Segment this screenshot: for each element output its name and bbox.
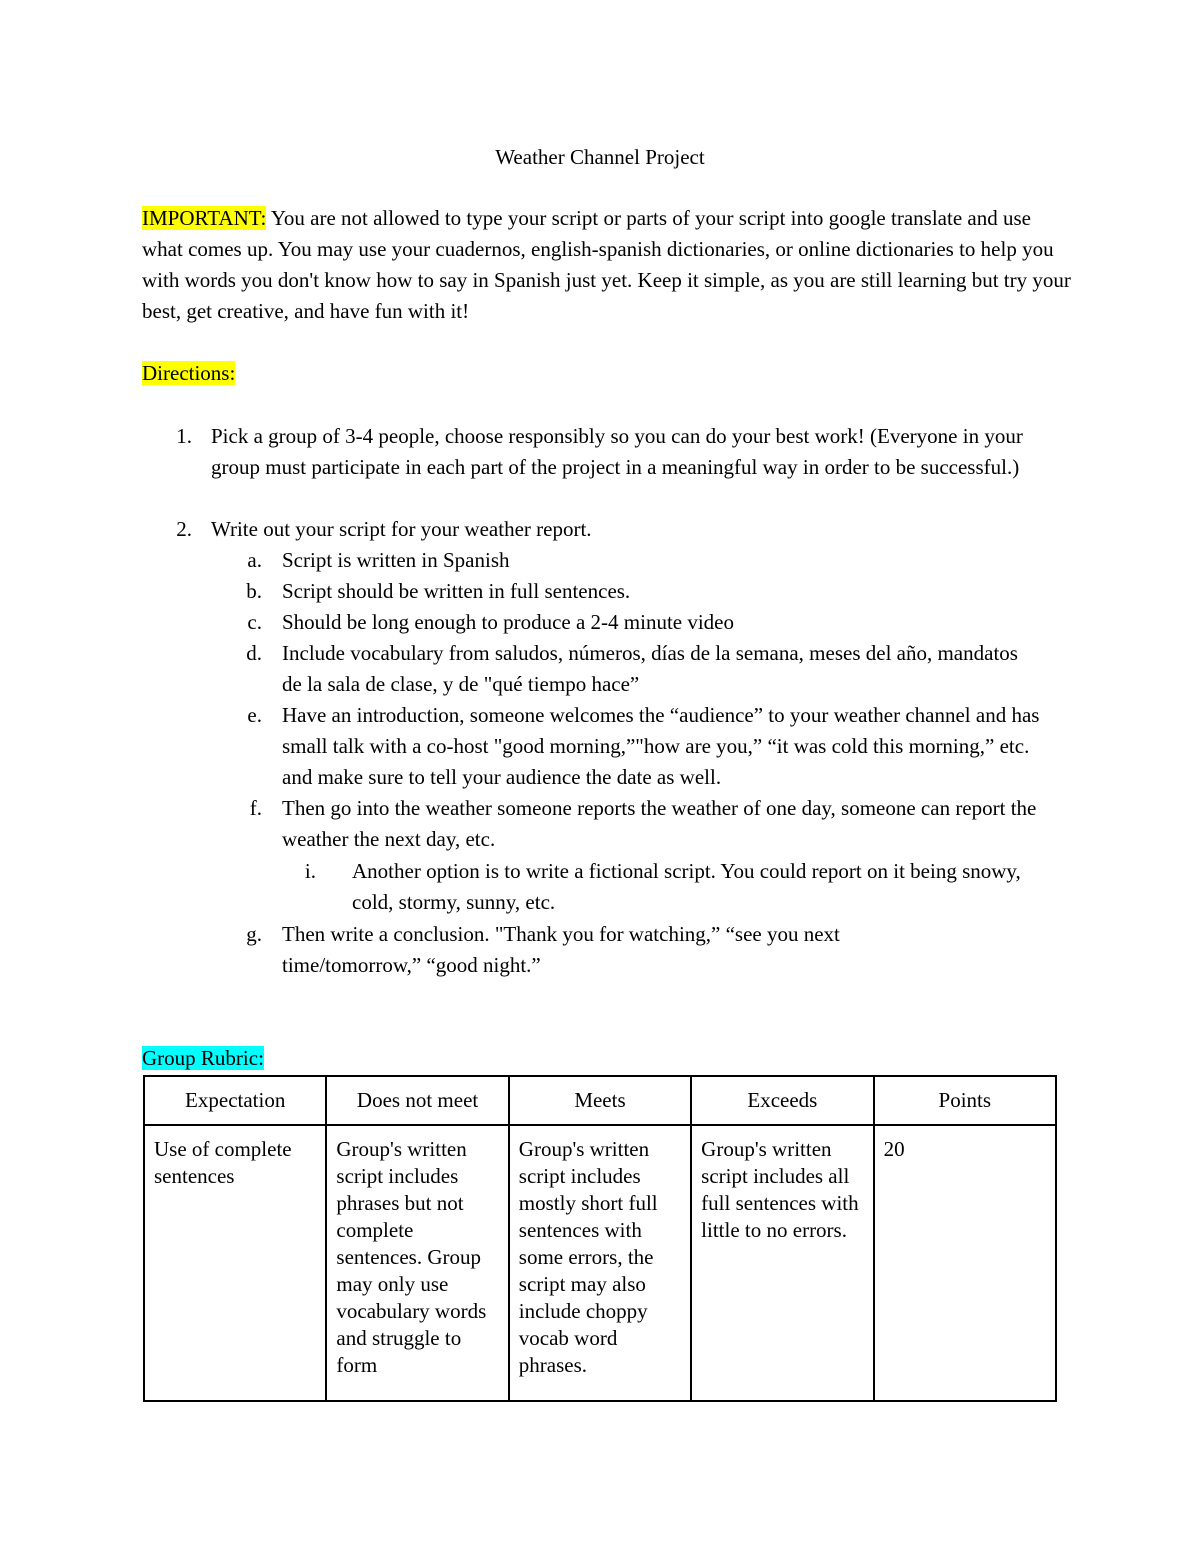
list-marker-2: 2. bbox=[176, 517, 192, 541]
sublist-item-f: Then go into the weather someone reports the weather of one day, someone can report the weather the next day, etc. bbox=[282, 796, 1037, 851]
subsublist-item-i: Another option is to write a fictional script. You could report on it being snowy, cold, stormy, sunny, etc. bbox=[352, 859, 1021, 914]
list-item-2: Write out your script for your weather report. bbox=[211, 517, 592, 541]
rubric-cell-exceeds: Group's written script includes all full sentences with little to no errors. bbox=[691, 1125, 873, 1401]
rubric-cell-meets: Group's written script includes mostly short full sentences with some errors, the script may also include choppy vocab word phrases. bbox=[509, 1125, 691, 1401]
sublist-marker-f: f. bbox=[249, 796, 262, 820]
sublist-item-c: Should be long enough to produce a 2-4 minute video bbox=[282, 610, 735, 634]
sublist-item-b: Script should be written in full sentences. bbox=[282, 579, 631, 603]
subsublist-marker-i: i. bbox=[304, 859, 316, 883]
important-paragraph bbox=[142, 203, 1072, 327]
sublist-marker-g: g. bbox=[246, 922, 262, 946]
rubric-cell-expectation: Use of complete sentences bbox=[144, 1125, 326, 1401]
rubric-header-row bbox=[144, 1076, 1056, 1125]
sublist-item-e: Have an introduction, someone welcomes the “audience” to your weather channel and has small talk with a co-host "good morning,”"how are you,” “it was cold this morning,” etc. and make sure to tell your audience the date as well. bbox=[282, 703, 1040, 789]
sublist-marker-a: a. bbox=[247, 548, 262, 572]
sublist-marker-e: e. bbox=[247, 703, 262, 727]
rubric-header-points: Points bbox=[874, 1076, 1056, 1125]
rubric-header-exceeds: Exceeds bbox=[691, 1076, 873, 1125]
rubric-cell-points: 20 bbox=[874, 1125, 1056, 1401]
rubric-table bbox=[143, 1075, 1057, 1402]
directions-heading bbox=[142, 358, 1072, 389]
important-text: You are not allowed to type your script or parts of your script into google translate and use what comes up. You may use your cuadernos, english-spanish dictionaries, or online dictionaries to help you with words you don't know how to say in Spanish just yet. Keep it simple, as you are still learning but try your best, get creative, and have fun with it! bbox=[142, 206, 1071, 323]
sublist-marker-d: d. bbox=[246, 641, 262, 665]
page-title: Weather Channel Project bbox=[495, 145, 705, 169]
sublist-marker-b: b. bbox=[246, 579, 262, 603]
important-label: IMPORTANT: bbox=[142, 206, 267, 230]
list-item-1: Pick a group of 3-4 people, choose responsibly so you can do your best work! (Everyone in your group must participate in each part of the project in a meaningful way in order to be successful.) bbox=[211, 424, 1023, 479]
table-row bbox=[144, 1125, 1056, 1401]
sublist-marker-c: c. bbox=[247, 610, 262, 634]
sublist-item-g: Then write a conclusion. "Thank you for watching,” “see you next time/tomorrow,” “good night.” bbox=[282, 922, 840, 977]
rubric-header-expectation: Expectation bbox=[144, 1076, 326, 1125]
rubric-header-does-not-meet: Does not meet bbox=[326, 1076, 508, 1125]
rubric-label: Group Rubric: bbox=[142, 1046, 264, 1070]
directions-label: Directions: bbox=[142, 361, 236, 385]
rubric-heading bbox=[142, 1043, 264, 1074]
list-marker-1: 1. bbox=[176, 424, 192, 448]
sublist-item-d: Include vocabulary from saludos, números, días de la semana, meses del año, mandatos de la sala de clase, y de "qué tiempo hace” bbox=[282, 641, 1018, 696]
rubric-header-meets: Meets bbox=[509, 1076, 691, 1125]
rubric-cell-does-not-meet: Group's written script includes phrases but not complete sentences. Group may only use vocabulary words and struggle to form bbox=[326, 1125, 508, 1401]
sublist-item-a: Script is written in Spanish bbox=[282, 548, 510, 572]
